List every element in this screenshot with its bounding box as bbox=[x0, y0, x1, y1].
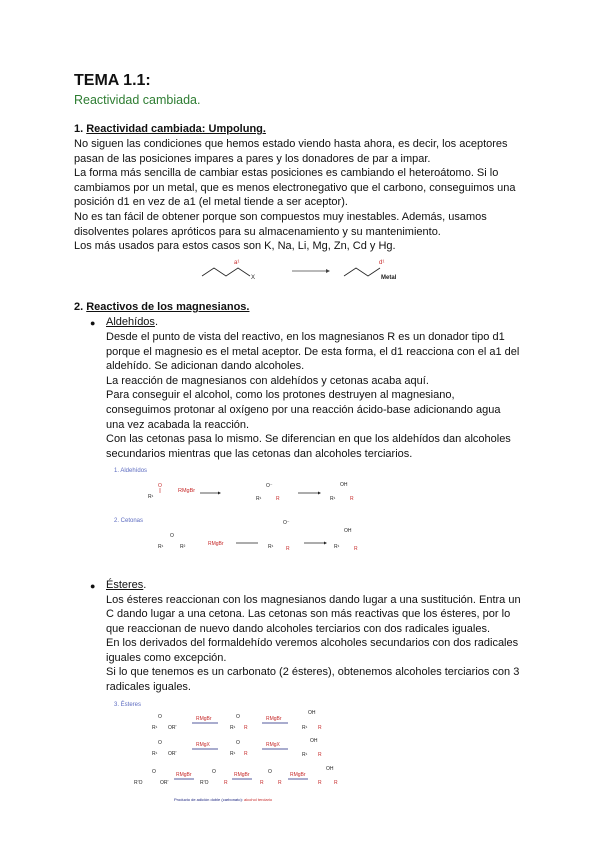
esters-line: Si lo que tenemos es un carbonato (2 ésteres), obtenemos alcoholes terciarios con 3 bbox=[106, 666, 520, 678]
esters-line: C dando lugar a una cetona. Las cetonas son más reactivas que los ésteres, por lo bbox=[106, 608, 511, 620]
svg-text:O: O bbox=[158, 714, 162, 720]
section-1-line: disolventes polares apróticos para su almacenamiento y su mantenimiento. bbox=[74, 226, 441, 238]
reagent-rmgbr: RMgBr bbox=[178, 488, 196, 494]
svg-text:R¹: R¹ bbox=[148, 494, 154, 500]
svg-text:R¹: R¹ bbox=[152, 751, 158, 757]
bullet-dot: ● bbox=[90, 318, 96, 328]
svg-text:OR': OR' bbox=[160, 780, 169, 786]
svg-text:OH: OH bbox=[326, 766, 334, 772]
svg-text:OH: OH bbox=[310, 738, 318, 744]
svg-text:R¹: R¹ bbox=[302, 752, 308, 758]
svg-text:R: R bbox=[278, 780, 282, 786]
svg-text:O: O bbox=[152, 769, 156, 775]
section-2-title: Reactivos de los magnesianos. bbox=[86, 301, 250, 313]
svg-text:R: R bbox=[276, 496, 280, 502]
svg-text:RMgBr: RMgBr bbox=[234, 772, 250, 778]
svg-text:O: O bbox=[158, 740, 162, 746]
aldehydes-line: una vez acabada la reacción. bbox=[106, 419, 250, 431]
svg-text:R¹: R¹ bbox=[302, 725, 308, 731]
section-1-line: No es tan fácil de obtener porque son compuestos muy inestables. Además, usamos bbox=[74, 211, 487, 223]
esters-line: que reaccionan de nuevo dando alcoholes terciarios con dos radicales iguales. bbox=[106, 623, 491, 635]
page-title: TEMA 1.1: bbox=[74, 72, 151, 89]
svg-text:OR': OR' bbox=[168, 751, 177, 757]
aldehydes-line: Desde el punto de vista del reactivo, en los magnesianos R es un donador tipo d1 bbox=[106, 331, 505, 343]
svg-text:OH: OH bbox=[344, 528, 352, 534]
esters-title: Ésteres bbox=[106, 579, 144, 591]
section-1-line: cambiamos por un metal, que es menos electronegativo que el carbono, conseguimos una bbox=[74, 182, 516, 194]
aldehydes-line: La reacción de magnesianos con aldehídos y cetonas acaba aquí. bbox=[106, 375, 429, 387]
scheme-label-ketones: 2. Cetonas bbox=[114, 518, 144, 524]
svg-text:O⁻: O⁻ bbox=[266, 483, 273, 489]
svg-text:O: O bbox=[158, 483, 162, 489]
svg-text:R¹: R¹ bbox=[158, 544, 164, 550]
svg-text:R¹: R¹ bbox=[256, 496, 262, 502]
page-subtitle: Reactividad cambiada. bbox=[74, 93, 201, 107]
svg-text:R: R bbox=[244, 725, 248, 731]
section-1-line: No siguen las condiciones que hemos estado viendo hasta ahora, es decir, los aceptores bbox=[74, 138, 508, 150]
svg-text:RMgBr: RMgBr bbox=[208, 541, 224, 547]
section-1-number: 1. bbox=[74, 123, 87, 135]
svg-text:O: O bbox=[212, 769, 216, 775]
svg-text:R: R bbox=[354, 546, 358, 552]
section-1-title: Reactividad cambiada: Umpolung. bbox=[86, 123, 266, 135]
aldehydes-line: porque el magnesio es el metal aceptor. De esta forma, el d1 reacciona con el a1 del bbox=[106, 346, 520, 358]
svg-text:R: R bbox=[334, 780, 338, 786]
svg-text:R: R bbox=[318, 752, 322, 758]
aldehydes-heading: Aldehídos. bbox=[106, 316, 158, 328]
svg-text:RMgBr: RMgBr bbox=[176, 772, 192, 778]
svg-text:R¹: R¹ bbox=[230, 725, 236, 731]
svg-text:O: O bbox=[170, 533, 174, 539]
svg-text:R: R bbox=[318, 725, 322, 731]
svg-text:R: R bbox=[286, 546, 290, 552]
svg-text:RMgBr: RMgBr bbox=[290, 772, 306, 778]
svg-text:R¹: R¹ bbox=[268, 544, 274, 550]
metal-atom: Metal bbox=[381, 275, 397, 281]
svg-text:OH: OH bbox=[308, 710, 316, 716]
aldehydes-line: Con las cetonas pasa lo mismo. Se diferencian en que los aldehídos dan alcoholes bbox=[106, 433, 511, 445]
section-2-number: 2. bbox=[74, 301, 87, 313]
aldehydes-line: conseguimos protonar al oxígeno por una reacción ácido-base adicionando agua bbox=[106, 404, 501, 416]
esters-heading: Ésteres. bbox=[106, 579, 147, 591]
aldehydes-title: Aldehídos bbox=[106, 316, 155, 328]
svg-text:OR': OR' bbox=[168, 725, 177, 731]
svg-text:R'O: R'O bbox=[200, 780, 209, 786]
svg-text:R: R bbox=[318, 780, 322, 786]
svg-text:R: R bbox=[260, 780, 264, 786]
aldehydes-line: secundarios mientras que las cetonas dan alcoholes terciarios. bbox=[106, 448, 413, 460]
aldehydes-line: Para conseguir el alcohol, como los protones destruyen al magnesiano, bbox=[106, 389, 455, 401]
esters-line: En los derivados del formaldehído veremos alcoholes secundarios con dos radicales bbox=[106, 637, 519, 649]
svg-text:O⁻: O⁻ bbox=[283, 520, 290, 526]
svg-text:R: R bbox=[350, 496, 354, 502]
svg-text:R¹: R¹ bbox=[152, 725, 158, 731]
section-1-line: pasan de las posiciones impares a pares y los donadores de par a impar. bbox=[74, 153, 431, 165]
svg-text:OH: OH bbox=[340, 482, 348, 488]
svg-text:R²: R² bbox=[180, 544, 186, 550]
svg-text:R¹: R¹ bbox=[334, 544, 340, 550]
aldehydes-line: aldehído. Se adicionan dando alcoholes. bbox=[106, 360, 305, 372]
svg-text:R¹: R¹ bbox=[230, 751, 236, 757]
section-1-line: La forma más sencilla de cambiar estas posiciones es cambiando el heteroátomo. Si lo bbox=[74, 167, 499, 179]
svg-text:RMgX: RMgX bbox=[266, 742, 280, 748]
svg-text:RMgBr: RMgBr bbox=[196, 716, 212, 722]
scheme-label-aldehydes: 1. Aldehídos bbox=[114, 468, 148, 474]
esters-line: iguales como excepción. bbox=[106, 652, 227, 664]
bullet-dot: ● bbox=[90, 581, 96, 591]
ester-scheme-footnote: Producto de adición doble (carbonato): alcohol terciario bbox=[174, 797, 273, 802]
section-1-line: posición d1 en vez de a1 (el metal tiende a ser aceptor). bbox=[74, 196, 348, 208]
svg-text:RMgX: RMgX bbox=[196, 742, 210, 748]
scheme-label-esters: 3. Ésteres bbox=[114, 702, 142, 708]
d1-label: d¹ bbox=[379, 260, 385, 266]
aldehyde-ketone-scheme bbox=[108, 460, 378, 560]
esters-line: Los ésteres reaccionan con los magnesianos dando lugar a una sustitución. Entra un bbox=[106, 594, 521, 606]
section-1-line: Los más usados para estos casos son K, Na, Li, Mg, Zn, Cd y Hg. bbox=[74, 240, 396, 252]
svg-text:R: R bbox=[224, 780, 228, 786]
x-atom: X bbox=[251, 275, 256, 281]
svg-text:O: O bbox=[268, 769, 272, 775]
esters-line: radicales iguales. bbox=[106, 681, 191, 693]
svg-text:R'O: R'O bbox=[134, 780, 143, 786]
svg-text:R: R bbox=[244, 751, 248, 757]
svg-text:O: O bbox=[236, 714, 240, 720]
section-2-heading bbox=[74, 300, 534, 315]
svg-text:R¹: R¹ bbox=[330, 496, 336, 502]
umpolung-scheme bbox=[196, 254, 436, 284]
svg-text:O: O bbox=[236, 740, 240, 746]
ester-scheme bbox=[112, 698, 352, 808]
svg-text:RMgBr: RMgBr bbox=[266, 716, 282, 722]
section-1-heading bbox=[74, 122, 534, 137]
a1-label: a¹ bbox=[234, 260, 240, 266]
